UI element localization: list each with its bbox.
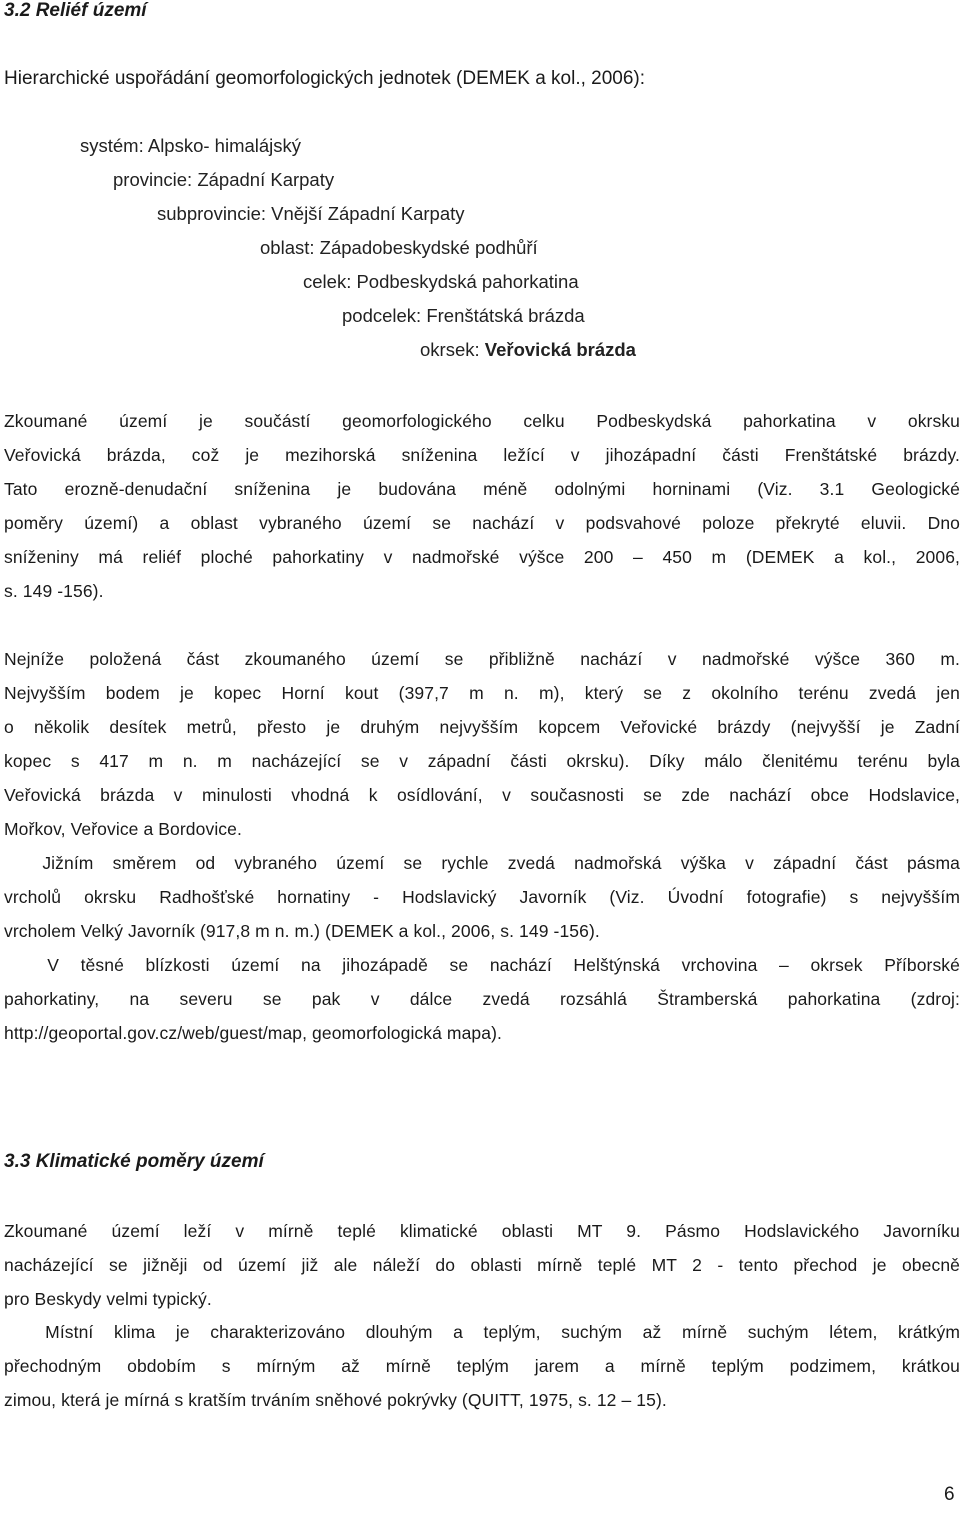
text-line: pro Beskydy velmi typický.	[4, 1289, 212, 1309]
text-line: kopec s 417 m n. m nacházející se v západní části okrsku). Díky málo členitému terénu byla	[4, 751, 960, 771]
text-line: vrcholů okrsku Radhošťské hornatiny - Hodslavický Javorník (Viz. Úvodní fotografie) s nejvyšším	[4, 887, 960, 907]
hierarchy-value: Podbeskydská pahorkatina	[356, 271, 579, 292]
paragraph-relief-1	[4, 404, 960, 608]
text-line: nacházející se jižněji od území již ale náleží do oblasti mírně teplé MT 2 - tento přechod je obecně	[4, 1255, 960, 1275]
hierarchy-value: Veřovická brázda	[484, 339, 636, 360]
text-line: Tato erozně-denudační sníženina je budována méně odolnými horninami (Viz. 3.1 Geologické	[4, 479, 960, 499]
paragraph-relief-2	[4, 642, 960, 846]
paragraph-climate-2	[4, 1315, 960, 1417]
hierarchy-oblast	[260, 237, 538, 259]
hierarchy-celek	[303, 271, 579, 293]
text-line: Nejvyšším bodem je kopec Horní kout (397,7 m n. m), který se z okolního terénu zvedá jen	[4, 683, 960, 703]
text-line: http://geoportal.gov.cz/web/guest/map, geomorfologická mapa).	[4, 1023, 502, 1043]
paragraph-climate-1	[4, 1214, 960, 1316]
hierarchy-label: okrsek:	[420, 339, 480, 360]
text-line: Mořkov, Veřovice a Bordovice.	[4, 819, 242, 839]
hierarchy-value: Západobeskydské podhůří	[319, 237, 538, 258]
text-line: Jižním směrem od vybraného území se rychle zvedá nadmořská výška v západní část pásma	[4, 853, 960, 873]
hierarchy-label: systém:	[80, 135, 144, 156]
text-line: vrcholem Velký Javorník (917,8 m n. m.) (DEMEK a kol., 2006, s. 149 -156).	[4, 921, 600, 941]
text-line: Veřovická brázda, což je mezihorská sníženina ležící v jihozápadní části Frenštátské brázdy.	[4, 445, 960, 465]
hierarchy-subprovincie	[157, 203, 465, 225]
text-line: přechodným obdobím s mírným až mírně teplým jarem a mírně teplým podzimem, krátkou	[4, 1356, 960, 1376]
hierarchy-value: Alpsko- himalájský	[147, 135, 302, 156]
paragraph-relief-4	[4, 948, 960, 1050]
hierarchy-okrsek	[420, 339, 636, 361]
text-line: zimou, která je mírná s kratším trváním sněhové pokrývky (QUITT, 1975, s. 12 – 15).	[4, 1390, 667, 1410]
text-line: poměry území) a oblast vybraného území se nachází v podsvahové poloze překryté eluvii. Dno	[4, 513, 960, 533]
text-line: Nejníže položená část zkoumaného území se přibližně nachází v nadmořské výšce 360 m.	[4, 649, 960, 669]
hierarchy-label: oblast:	[260, 237, 315, 258]
paragraph-relief-3	[4, 846, 960, 948]
text-line: Zkoumané území leží v mírně teplé klimatické oblasti MT 9. Pásmo Hodslavického Javorníku	[4, 1221, 960, 1241]
hierarchy-value: Západní Karpaty	[197, 169, 335, 190]
hierarchy-intro: Hierarchické uspořádání geomorfologických jednotek (DEMEK a kol., 2006):	[4, 68, 646, 89]
hierarchy-label: celek:	[303, 271, 352, 292]
section-heading-3-3: 3.3 Klimatické poměry území	[4, 1151, 264, 1172]
section-heading-3-2: 3.2 Reliéf území	[4, 0, 147, 21]
text-line: Zkoumané území je součástí geomorfologického celku Podbeskydská pahorkatina v okrsku	[4, 411, 960, 431]
hierarchy-provincie	[113, 169, 334, 191]
hierarchy-label: podcelek:	[342, 305, 422, 326]
page-number: 6	[944, 1484, 955, 1505]
text-line: Veřovická brázda v minulosti vhodná k osídlování, v současnosti se zde nachází obce Hodslavice,	[4, 785, 960, 805]
hierarchy-system	[80, 135, 301, 157]
text-line: sníženiny má reliéf ploché pahorkatiny v nadmořské výšce 200 – 450 m (DEMEK a kol., 2006,	[4, 547, 960, 567]
text-line: s. 149 -156).	[4, 581, 104, 601]
hierarchy-label: subprovincie:	[157, 203, 267, 224]
hierarchy-value: Vnější Západní Karpaty	[271, 203, 465, 224]
text-line: Místní klima je charakterizováno dlouhým a teplým, suchým až mírně suchým létem, krátkým	[4, 1322, 960, 1342]
hierarchy-value: Frenštátská brázda	[426, 305, 585, 326]
hierarchy-label: provincie:	[113, 169, 193, 190]
text-line: V těsné blízkosti území na jihozápadě se nachází Helštýnská vrchovina – okrsek Příborské	[4, 955, 960, 975]
text-line: o několik desítek metrů, přesto je druhým nejvyšším kopcem Veřovické brázdy (nejvyšší je Zadní	[4, 717, 960, 737]
hierarchy-podcelek	[342, 305, 585, 327]
text-line: pahorkatiny, na severu se pak v dálce zvedá rozsáhlá Štramberská pahorkatina (zdroj:	[4, 989, 960, 1009]
